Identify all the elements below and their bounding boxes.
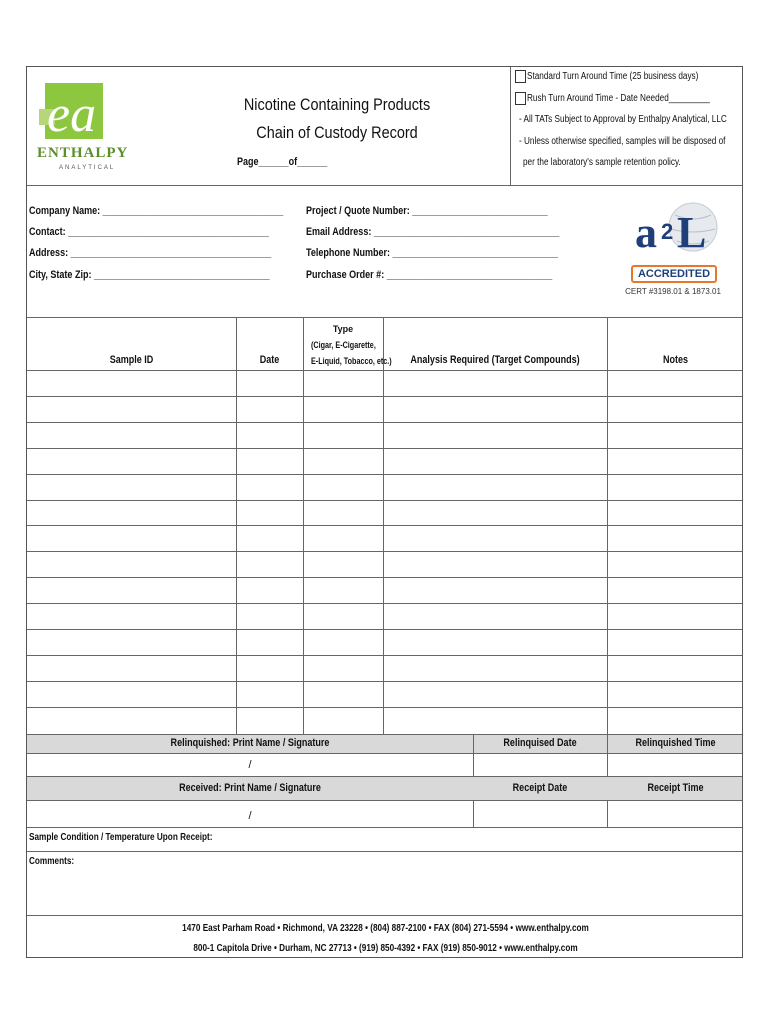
date-cell[interactable] — [237, 630, 303, 655]
sample-id-cell[interactable] — [27, 526, 236, 551]
standard-tat-checkbox[interactable] — [515, 70, 526, 83]
receipt-time-label: Receipt Time — [647, 782, 704, 794]
svg-text:a: a — [635, 208, 657, 257]
analysis-cell[interactable] — [384, 682, 607, 707]
table-row — [27, 578, 744, 603]
relinquished-signature-field[interactable]: / — [248, 759, 252, 771]
table-row — [27, 501, 744, 526]
notes-cell[interactable] — [608, 526, 744, 551]
form-title-line1: Nicotine Containing Products — [243, 95, 431, 114]
sample-id-cell[interactable] — [27, 423, 236, 448]
date-cell[interactable] — [237, 449, 303, 474]
type-cell[interactable] — [304, 397, 383, 422]
form-title-line2: Chain of Custody Record — [256, 123, 418, 142]
analysis-cell[interactable] — [384, 552, 607, 577]
rush-tat-label[interactable]: Rush Turn Around Time - Date Needed_________ — [527, 93, 710, 104]
table-row — [27, 423, 744, 448]
table-row — [27, 604, 744, 629]
type-cell[interactable] — [304, 708, 383, 733]
table-row — [27, 475, 744, 500]
table-row — [27, 371, 744, 396]
sample-id-cell[interactable] — [27, 708, 236, 733]
notes-cell[interactable] — [608, 682, 744, 707]
receipt-time-field[interactable] — [608, 801, 744, 827]
notes-cell[interactable] — [608, 578, 744, 603]
notes-cell[interactable] — [608, 630, 744, 655]
type-cell[interactable] — [304, 630, 383, 655]
a2la-accreditation-badge — [625, 195, 725, 295]
footer-richmond-address: 1470 East Parham Road • Richmond, VA 23228 • (804) 887-2100 • FAX (804) 271-5594 • www.enthalpy.com — [182, 923, 589, 934]
analysis-cell[interactable] — [384, 475, 607, 500]
analysis-cell[interactable] — [384, 397, 607, 422]
date-cell[interactable] — [237, 552, 303, 577]
col-header-type-examples1: (Cigar, E-Cigarette, — [311, 340, 376, 350]
logo-subtext: ANALYTICAL — [59, 165, 116, 171]
notes-cell[interactable] — [608, 475, 744, 500]
date-cell[interactable] — [237, 656, 303, 681]
logo-wordmark: ENTHALPY — [37, 145, 129, 161]
analysis-cell[interactable] — [384, 526, 607, 551]
notes-cell[interactable] — [608, 656, 744, 681]
date-cell[interactable] — [237, 475, 303, 500]
date-cell[interactable] — [237, 371, 303, 396]
rush-tat-checkbox[interactable] — [515, 92, 526, 105]
telephone-field[interactable]: Telephone Number: _________________________________ — [306, 247, 559, 259]
tat-approval-note: - All TATs Subject to Approval by Enthalpy Analytical, LLC — [519, 114, 727, 125]
relinquished-time-label: Relinquished Time — [635, 737, 716, 749]
comments-field[interactable]: Comments: — [29, 856, 75, 867]
footer-durham-address: 800-1 Capitola Drive • Durham, NC 27713 • (919) 850-4392 • FAX (919) 850-9012 • www.enthalpy.com — [193, 943, 578, 954]
type-cell[interactable] — [304, 423, 383, 448]
notes-cell[interactable] — [608, 604, 744, 629]
cert-number: CERT #3198.01 & 1873.01 — [625, 287, 721, 296]
retention-note: per the laboratory's sample retention policy. — [523, 157, 681, 168]
date-cell[interactable] — [237, 526, 303, 551]
svg-text:2: 2 — [661, 219, 674, 244]
city-state-zip-field[interactable]: City, State Zip: ___________________________________ — [29, 269, 270, 281]
type-cell[interactable] — [304, 526, 383, 551]
relinquished-time-field[interactable] — [608, 754, 744, 776]
svg-text:L: L — [677, 208, 707, 257]
notes-cell[interactable] — [608, 423, 744, 448]
standard-tat-label: Standard Turn Around Time (25 business days) — [527, 71, 699, 82]
address-field[interactable]: Address: ________________________________________ — [29, 247, 272, 259]
sample-id-cell[interactable] — [27, 578, 236, 603]
analysis-cell[interactable] — [384, 501, 607, 526]
notes-cell[interactable] — [608, 397, 744, 422]
analysis-cell[interactable] — [384, 630, 607, 655]
relinquished-date-field[interactable] — [474, 754, 607, 776]
sample-id-cell[interactable] — [27, 656, 236, 681]
sample-id-cell[interactable] — [27, 475, 236, 500]
table-row — [27, 630, 744, 655]
receipt-date-label: Receipt Date — [512, 782, 568, 794]
svg-text:ea: ea — [47, 86, 97, 143]
date-cell[interactable] — [237, 578, 303, 603]
date-cell[interactable] — [237, 682, 303, 707]
type-cell[interactable] — [304, 449, 383, 474]
project-quote-field[interactable]: Project / Quote Number: ___________________________ — [306, 205, 548, 217]
analysis-cell[interactable] — [384, 423, 607, 448]
type-cell[interactable] — [304, 682, 383, 707]
date-cell[interactable] — [237, 423, 303, 448]
type-cell[interactable] — [304, 604, 383, 629]
date-cell[interactable] — [237, 501, 303, 526]
purchase-order-field[interactable]: Purchase Order #: _________________________________ — [306, 269, 553, 281]
table-row — [27, 449, 744, 474]
accredited-badge: ACCREDITED — [631, 265, 717, 283]
relinquished-signature-label: Relinquished: Print Name / Signature — [170, 737, 330, 749]
page-of-field[interactable]: Page______of______ — [237, 156, 328, 168]
sample-id-cell[interactable] — [27, 604, 236, 629]
relinquished-date-label: Relinquised Date — [503, 737, 577, 749]
table-row — [27, 526, 744, 551]
col-header-analysis: Analysis Required (Target Compounds) — [410, 354, 580, 366]
table-row — [27, 656, 744, 681]
notes-cell[interactable] — [608, 552, 744, 577]
table-row — [27, 397, 744, 422]
received-signature-field[interactable]: / — [248, 810, 252, 822]
sample-id-cell[interactable] — [27, 552, 236, 577]
analysis-cell[interactable] — [384, 578, 607, 603]
sample-id-cell[interactable] — [27, 630, 236, 655]
enthalpy-logo — [37, 79, 129, 179]
notes-cell[interactable] — [608, 501, 744, 526]
receipt-date-field[interactable] — [474, 801, 607, 827]
contact-field[interactable]: Contact: ________________________________________ — [29, 226, 269, 238]
sample-id-cell[interactable] — [27, 682, 236, 707]
col-header-type-examples2: E-Liquid, Tobacco, etc.) — [311, 356, 392, 366]
type-cell[interactable] — [304, 475, 383, 500]
sample-id-cell[interactable] — [27, 371, 236, 396]
date-cell[interactable] — [237, 397, 303, 422]
sample-id-cell[interactable] — [27, 397, 236, 422]
table-row — [27, 552, 744, 577]
col-header-notes: Notes — [662, 354, 689, 366]
chain-of-custody-form — [26, 66, 743, 958]
analysis-cell[interactable] — [384, 708, 607, 733]
col-header-sample-id: Sample ID — [109, 354, 154, 366]
type-cell[interactable] — [304, 578, 383, 603]
notes-cell[interactable] — [608, 371, 744, 396]
company-name-field[interactable]: Company Name: ____________________________________ — [29, 205, 284, 217]
email-field[interactable]: Email Address: _____________________________________ — [306, 226, 560, 238]
col-header-date: Date — [259, 354, 280, 366]
sample-id-cell[interactable] — [27, 449, 236, 474]
type-cell[interactable] — [304, 501, 383, 526]
type-cell[interactable] — [304, 371, 383, 396]
type-cell[interactable] — [304, 552, 383, 577]
disposal-note: - Unless otherwise specified, samples will be disposed of — [519, 136, 726, 147]
col-header-type: Type — [332, 324, 354, 334]
table-row — [27, 682, 744, 707]
sample-id-cell[interactable] — [27, 501, 236, 526]
date-cell[interactable] — [237, 708, 303, 733]
notes-cell[interactable] — [608, 449, 744, 474]
analysis-cell[interactable] — [384, 449, 607, 474]
ea-logo-mark-icon — [37, 79, 117, 143]
analysis-cell[interactable] — [384, 656, 607, 681]
sample-condition-field[interactable]: Sample Condition / Temperature Upon Receipt: — [29, 832, 213, 843]
table-row — [27, 708, 744, 733]
analysis-cell[interactable] — [384, 604, 607, 629]
a2la-globe-icon — [625, 195, 721, 265]
type-cell[interactable] — [304, 656, 383, 681]
analysis-cell[interactable] — [384, 371, 607, 396]
date-cell[interactable] — [237, 604, 303, 629]
received-signature-label: Received: Print Name / Signature — [179, 782, 321, 794]
notes-cell[interactable] — [608, 708, 744, 733]
